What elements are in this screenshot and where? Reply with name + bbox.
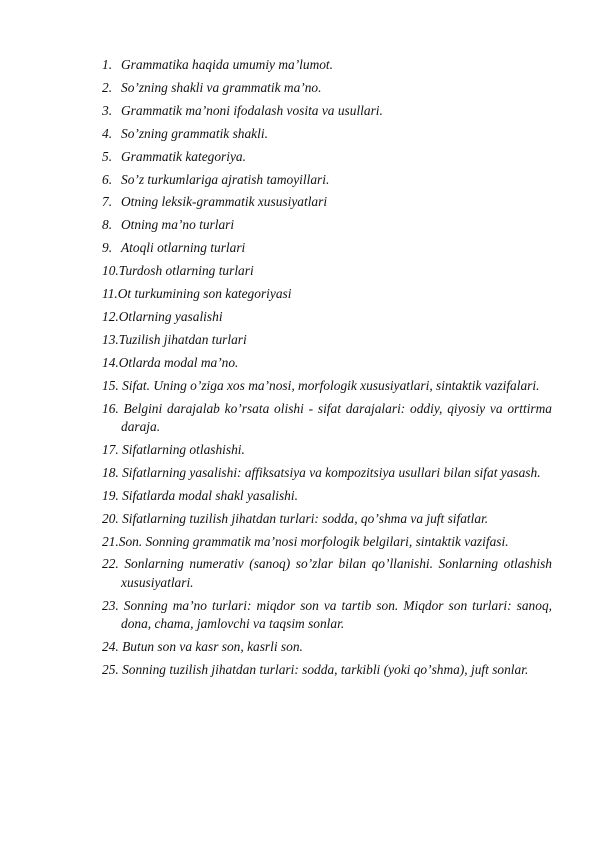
item-text: Sonning maʼno turlari: miqdor son va tartib son. Miqdor son turlari: sanoq, dona, chama, jamlovchi va taqsim sonlar. <box>118 597 552 632</box>
list-item <box>102 487 552 505</box>
item-text: Belgini darajalab koʼrsata olishi - sifat darajalari: oddiy, qiyosiy va orttirma daraja. <box>118 400 552 434</box>
item-number: 17. <box>102 441 119 457</box>
item-number: 20. <box>102 510 119 526</box>
item-text: Sifat. Uning oʼziga xos maʼnosi, morfologik xususiyatlari, sintaktik vazifalari. <box>118 377 540 393</box>
list-item <box>102 262 552 280</box>
list-item <box>102 400 552 437</box>
item-number: 14. <box>102 354 119 370</box>
item-text: Otlarda modal maʼno. <box>118 354 239 370</box>
item-text: Grammatika haqida umumiy maʼlumot. <box>121 57 334 72</box>
list-item <box>102 285 552 303</box>
item-number: 9. <box>102 240 113 256</box>
item-text: Soʼz turkumlariga ajratish tamoyillari. <box>121 171 330 187</box>
item-text: Atoqli otlarning turlari <box>121 240 246 256</box>
list-item <box>102 148 552 166</box>
item-number: 18. <box>102 464 119 480</box>
list-item <box>102 171 552 189</box>
list-item <box>102 555 552 592</box>
item-text: Otlarning yasalishi <box>118 308 223 324</box>
item-number: 23. <box>102 597 119 613</box>
item-text: Otning leksik-grammatik xususiyatlari <box>121 194 328 210</box>
item-text: Sifatlarning otlashishi. <box>118 441 245 457</box>
item-text: Grammatik kategoriya. <box>121 148 246 164</box>
list-item <box>102 464 552 482</box>
item-number: 6. <box>102 171 113 187</box>
item-text: Soʼzning grammatik shakli. <box>121 125 268 141</box>
item-number: 10. <box>102 263 119 279</box>
item-number: 13. <box>102 331 119 347</box>
list-item <box>102 638 552 656</box>
list-item <box>102 102 552 120</box>
item-number: 22. <box>102 556 119 572</box>
list-item <box>102 331 552 349</box>
item-number: 11. <box>102 286 118 302</box>
item-number: 12. <box>102 308 119 324</box>
list-item <box>102 354 552 372</box>
list-item <box>102 441 552 459</box>
item-number: 3. <box>102 102 113 118</box>
item-number: 5. <box>102 148 113 164</box>
list-item <box>102 661 552 679</box>
item-number: 2. <box>102 79 113 95</box>
item-text: Sonning tuzilish jihatdan turlari: sodda, tarkibli (yoki qoʼshma), juft sonlar. <box>118 661 529 677</box>
item-text: Sifatlarda modal shakl yasalishi. <box>118 487 298 503</box>
item-number: 7. <box>102 194 113 210</box>
item-number: 4. <box>102 125 113 141</box>
list-item <box>102 597 552 634</box>
item-number: 16. <box>102 400 119 416</box>
item-number: 24. <box>102 639 119 655</box>
item-text: Tuzilish jihatdan turlari <box>118 331 247 347</box>
item-text: Sonlarning numerativ (sanoq) soʼzlar bilan qoʼllanishi. Sonlarning otlashish xususiyatlari. <box>118 556 552 590</box>
item-number: 1. <box>102 57 113 72</box>
list-item <box>102 216 552 234</box>
item-number: 8. <box>102 217 113 233</box>
item-number: 21. <box>102 533 119 549</box>
item-number: 25. <box>102 661 119 677</box>
list-item <box>102 125 552 143</box>
list-item <box>102 193 552 211</box>
list-item <box>102 79 552 97</box>
list-item <box>102 510 552 528</box>
item-text: Sifatlarning yasalishi: affiksatsiya va kompozitsiya usullari bilan sifat yasash. <box>118 464 541 480</box>
item-text: Soʼzning shakli va grammatik maʼno. <box>121 79 322 95</box>
list-item <box>102 377 552 395</box>
item-text: Grammatik maʼnoni ifodalash vosita va usullari. <box>121 102 383 118</box>
item-text: Sifatlarning tuzilish jihatdan turlari: sodda, qoʼshma va juft sifatlar. <box>118 510 489 526</box>
item-number: 15. <box>102 377 119 393</box>
item-text: Son. Sonning grammatik maʼnosi morfologik belgilari, sintaktik vazifasi. <box>118 533 509 549</box>
list-item <box>102 56 552 74</box>
item-text: Otning maʼno turlari <box>121 217 235 233</box>
list-item <box>102 239 552 257</box>
item-text: Ot turkumining son kategoriyasi <box>117 286 292 302</box>
item-text: Butun son va kasr son, kasrli son. <box>118 639 303 655</box>
list-item <box>102 308 552 326</box>
item-number: 19. <box>102 487 119 503</box>
topic-list <box>102 56 552 684</box>
item-text: Turdosh otlarning turlari <box>118 263 254 279</box>
list-item <box>102 533 552 551</box>
